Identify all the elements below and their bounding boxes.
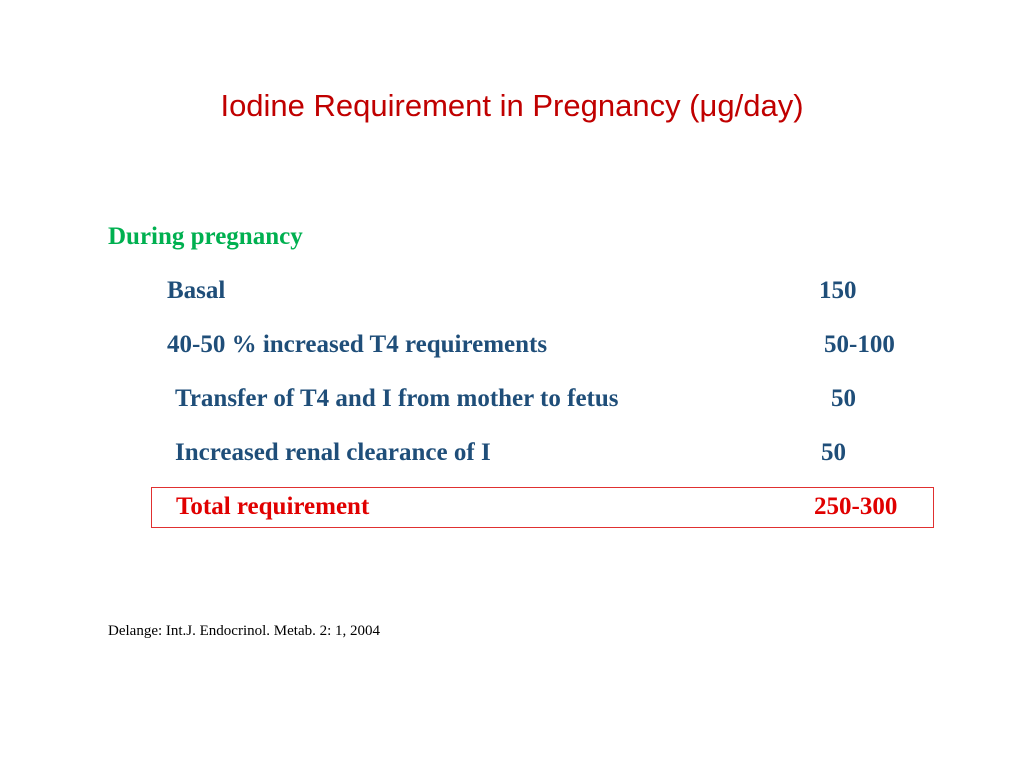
row-label-t4-requirements: 40-50 % increased T4 requirements [167, 331, 548, 358]
row-label-transfer-to-fetus: Transfer of T4 and I from mother to fetus [175, 385, 619, 412]
row-label-renal-clearance: Increased renal clearance of I [175, 439, 491, 466]
row-value-transfer-to-fetus: 50 [831, 385, 856, 412]
row-value-t4-requirements: 50-100 [824, 331, 895, 358]
row-value-renal-clearance: 50 [821, 439, 846, 466]
total-requirement-label: Total requirement [176, 493, 370, 520]
slide-title: Iodine Requirement in Pregnancy (μg/day) [220, 88, 804, 123]
row-label-basal: Basal [167, 277, 226, 304]
section-heading: During pregnancy [108, 223, 303, 250]
row-value-basal: 150 [819, 277, 857, 304]
reference-citation: Delange: Int.J. Endocrinol. Metab. 2: 1, 2004 [108, 623, 381, 639]
total-requirement-value: 250-300 [814, 493, 898, 520]
